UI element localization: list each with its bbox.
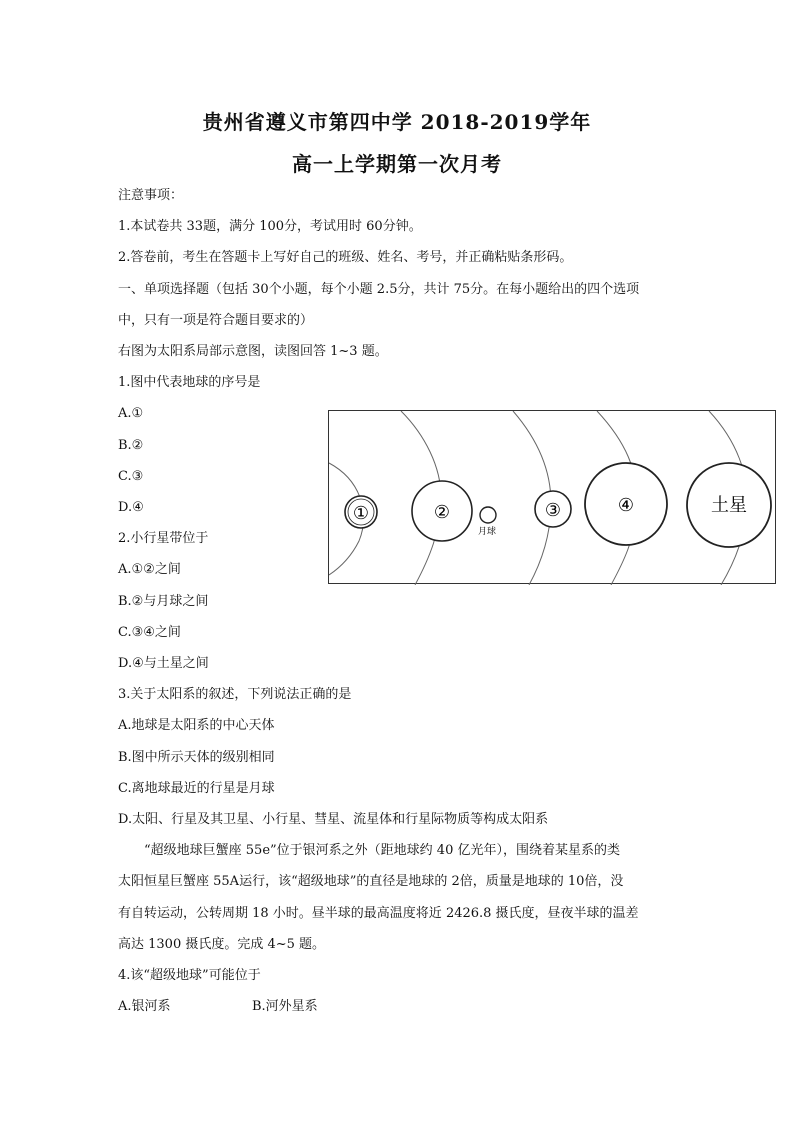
planet-2-label: ② [433, 502, 451, 523]
passage-line-1-text: “超级地球巨蟹座 55e”位于银河系之外（距地球约 40 亿光年），围绕着某星系的类 [144, 843, 620, 858]
q2-option-d: D.④与土星之间 [118, 656, 209, 671]
q1-stem: 1.图中代表地球的序号是 [118, 375, 261, 390]
exam-title-line2: 高一上学期第一次月考 [292, 152, 502, 176]
section-heading-line2: 中，只有一项是符合题目要求的） [118, 313, 314, 328]
solar-system-figure [328, 410, 776, 584]
q4-option-b: B.河外星系 [252, 999, 318, 1014]
planet-3-label: ③ [544, 500, 562, 521]
q1-option-b: B.② [118, 438, 144, 453]
q2-stem: 2.小行星带位于 [118, 531, 209, 546]
exam-title-line1: 贵州省遵义市第四中学 2018-2019学年 [202, 110, 592, 134]
q4-stem: 4.该“超级地球”可能位于 [118, 968, 261, 983]
planet-1-label: ① [352, 503, 370, 524]
q3-option-b: B.图中所示天体的级别相同 [118, 750, 275, 765]
section-heading-line1: 一、单项选择题（包括 30个小题，每个小题 2.5分，共计 75分。在每小题给出的四个选项 [118, 282, 640, 297]
figure-intro: 右图为太阳系局部示意图，读图回答 1~3 题。 [118, 344, 388, 359]
q1-option-d: D.④ [118, 500, 144, 515]
passage-line-4: 高达 1300 摄氏度。完成 4~5 题。 [118, 937, 326, 952]
q2-option-a: A.①②之间 [118, 562, 181, 577]
q1-option-a: A.① [118, 406, 144, 421]
notice-item-2: 2.答卷前，考生在答题卡上写好自己的班级、姓名、考号，并正确粘贴条形码。 [118, 250, 573, 265]
planet-4-label: ④ [617, 495, 635, 516]
passage-line-1 [118, 841, 620, 861]
q3-option-c: C.离地球最近的行星是月球 [118, 781, 275, 796]
q3-option-d: D.太阳、行星及其卫星、小行星、彗星、流星体和行星际物质等构成太阳系 [118, 812, 549, 827]
notice-heading: 注意事项： [118, 188, 184, 203]
moon-label: 月球 [477, 527, 497, 537]
saturn-label: 土星 [711, 495, 747, 516]
passage-line-2: 太阳恒星巨蟹座 55A运行，该“超级地球”的直径是地球的 2倍，质量是地球的 10倍，没 [118, 874, 624, 889]
passage-line-3: 有自转运动，公转周期 18 小时。昼半球的最高温度将近 2426.8 摄氏度，昼夜半球的温差 [118, 906, 639, 921]
q2-option-c: C.③④之间 [118, 625, 181, 640]
q3-stem: 3.关于太阳系的叙述，下列说法正确的是 [118, 687, 352, 702]
q3-option-a: A.地球是太阳系的中心天体 [118, 718, 275, 733]
solar-system-diagram [329, 411, 777, 585]
q2-option-b: B.②与月球之间 [118, 594, 209, 609]
q1-option-c: C.③ [118, 469, 144, 484]
moon-circle [480, 507, 496, 523]
notice-item-1: 1.本试卷共 33题，满分 100分，考试用时 60分钟。 [118, 219, 422, 234]
q4-option-a: A.银河系 [118, 999, 171, 1014]
